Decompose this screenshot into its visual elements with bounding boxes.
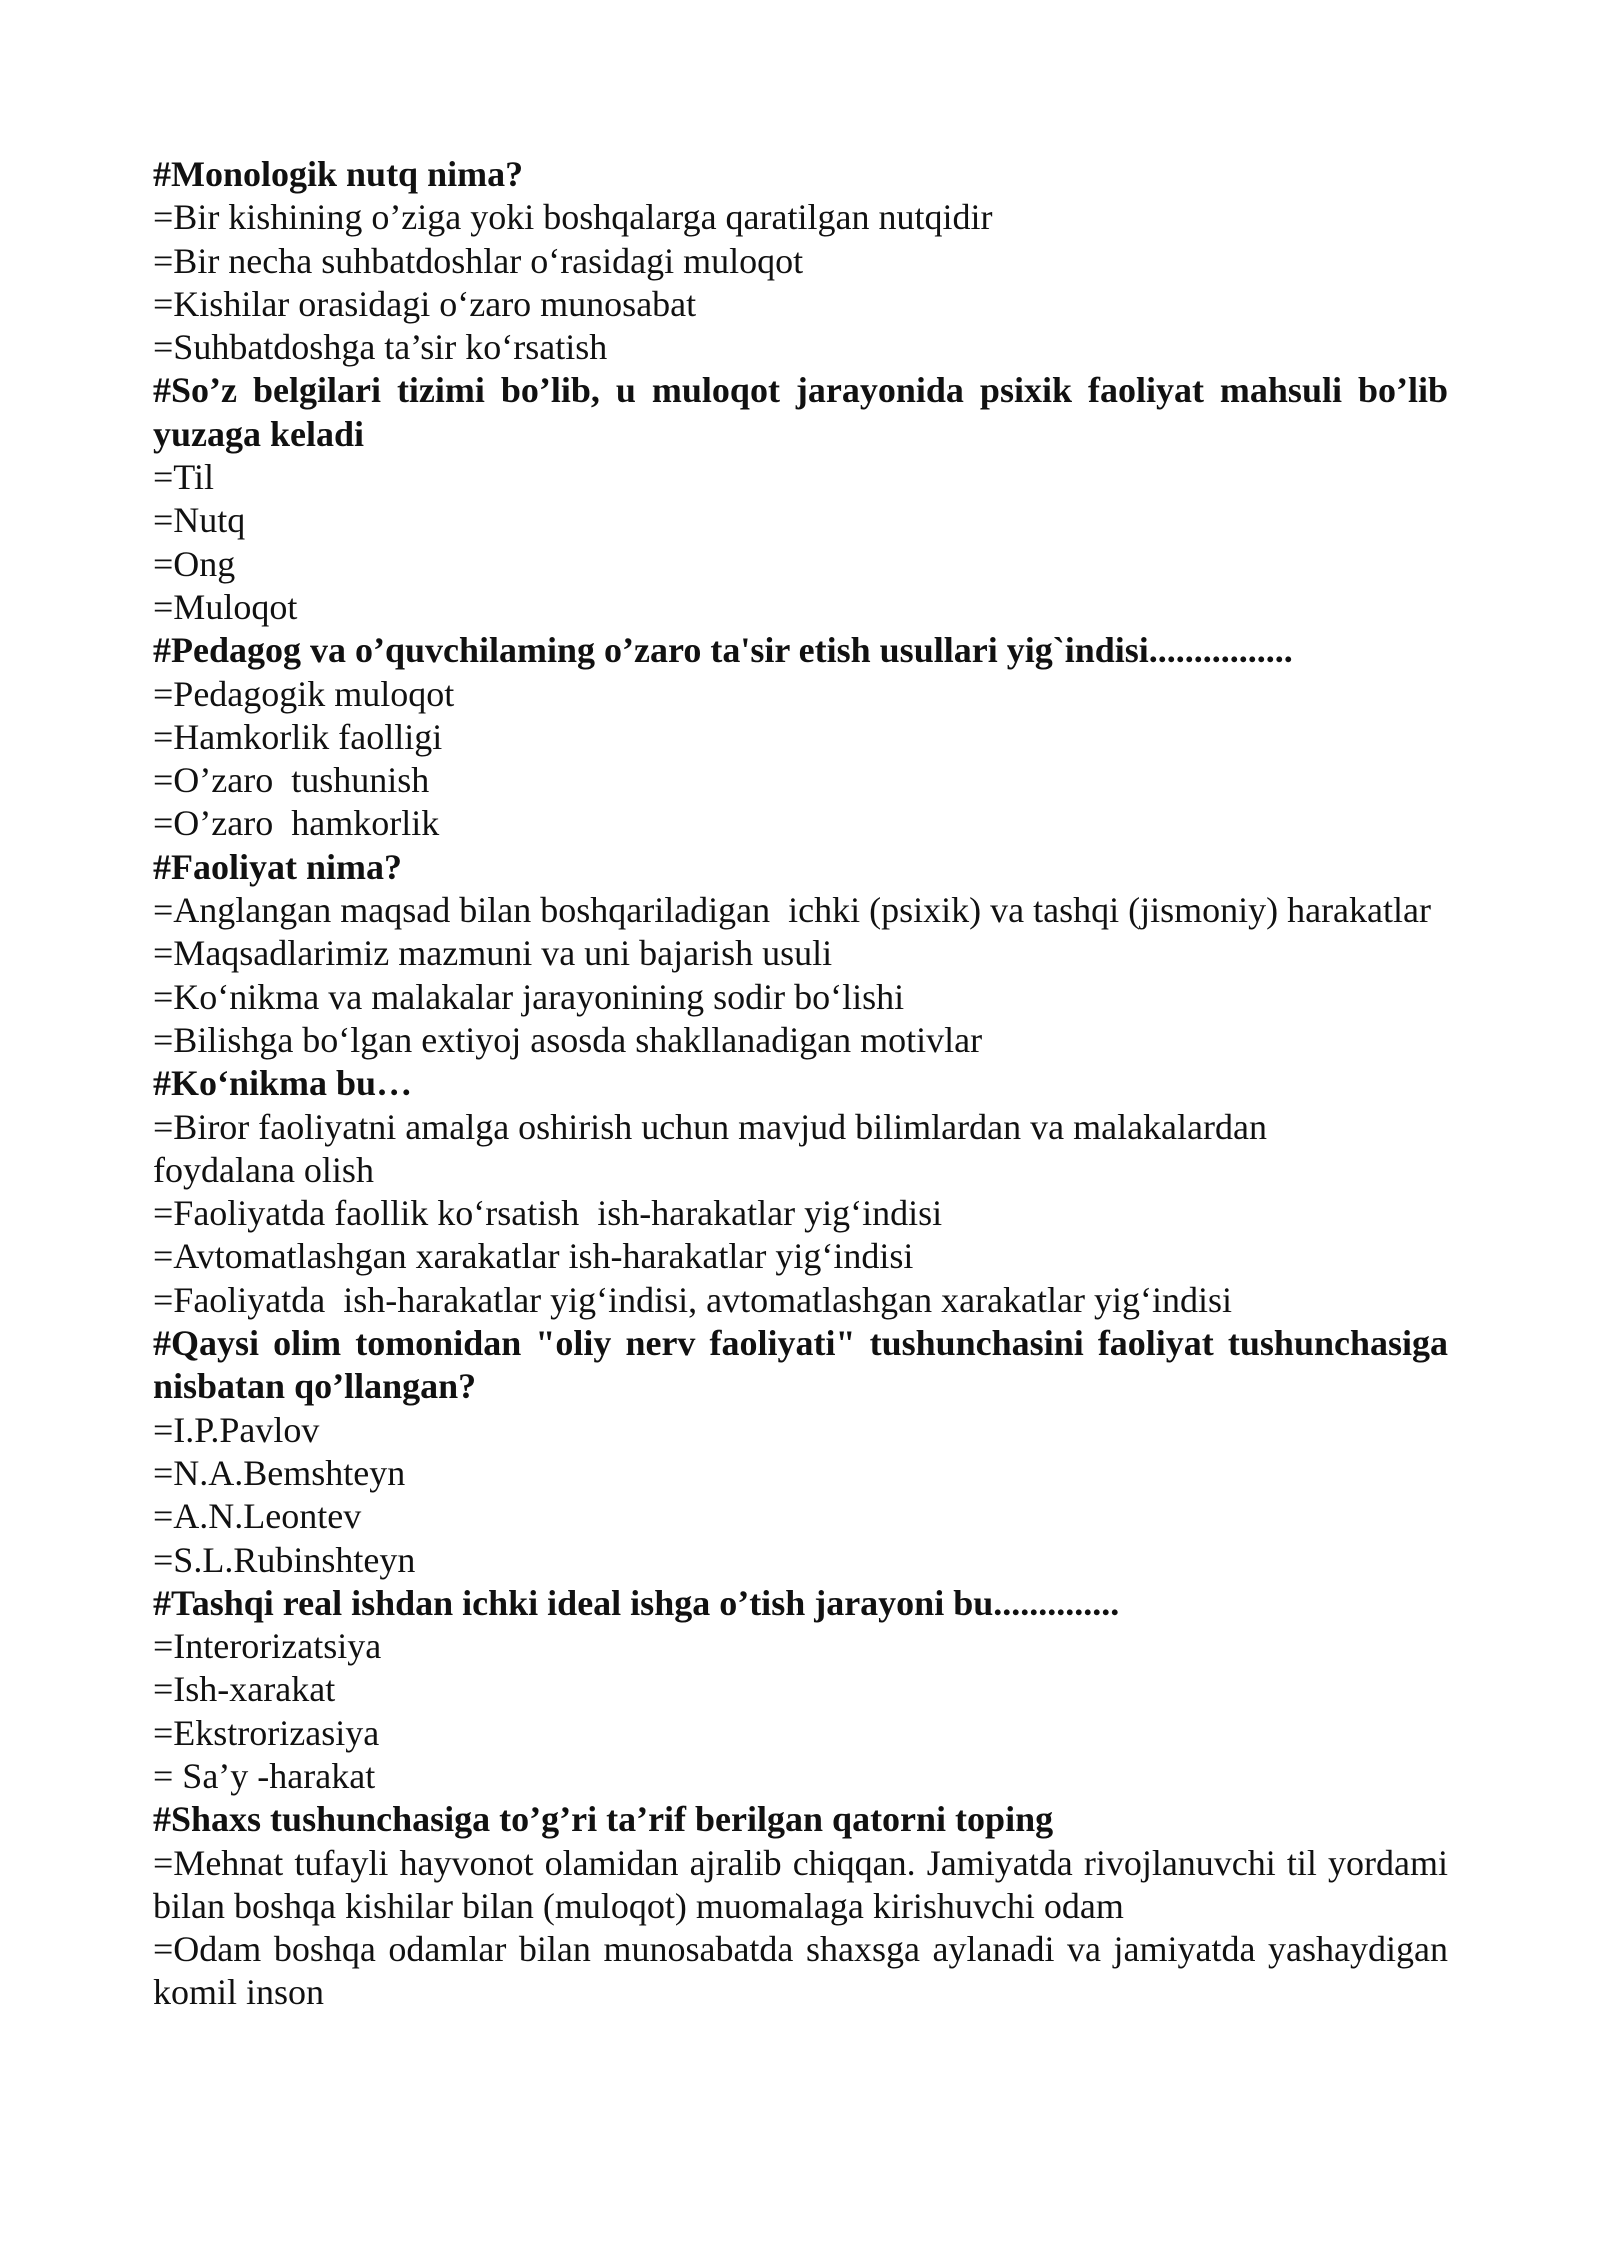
answer-option: =I.P.Pavlov [153,1409,320,1450]
question-block-8 [153,1798,1457,2014]
answer-option: =N.A.Bemshteyn [153,1452,406,1493]
answer-option: =O’zaro hamkorlik [153,803,440,844]
answer-option: =Mehnat tufayli hayvonot olamidan ajralib chiqqan. Jamiyatda rivojlanuvchi til yordami bilan boshqa kishilar bilan (muloqot) muomalaga kirishuvchi odam [153,1842,1457,1926]
answer-option: =Faoliyatda ish-harakatlar yig‘indisi, avtomatlashgan xarakatlar yig‘indisi [153,1279,1232,1320]
question-block-6 [153,1322,1448,1582]
answer-option: =Bir necha suhbatdoshlar o‘rasidagi muloqot [153,240,804,281]
answer-option: =Bir kishining o’ziga yoki boshqalarga qaratilgan nutqidir [153,197,993,238]
answer-option: =Pedagogik muloqot [153,673,455,714]
answer-option: =Ong [153,543,236,584]
answer-option: =Kishilar orasidagi o‘zaro munosabat [153,283,697,324]
answer-option: =Interorizatsiya [153,1626,382,1667]
question-text: #Shaxs tushunchasiga to’g’ri ta’rif berilgan qatorni toping [153,1799,1054,1840]
answer-option: =Biror faoliyatni amalga oshirish uchun mavjud bilimlardan va malakalardan foydalana olish [153,1106,1267,1190]
answer-option: =Avtomatlashgan xarakatlar ish-harakatlar yig‘indisi [153,1236,914,1277]
answer-option: =Hamkorlik faolligi [153,716,443,757]
answer-option: =O’zaro tushunish [153,760,430,801]
question-text: #Faoliyat nima? [153,846,402,887]
answer-option: =A.N.Leontev [153,1496,362,1537]
document-page [153,153,1457,2015]
question-block-7 [153,1582,1448,1798]
answer-option: =Suhbatdoshga ta’sir ko‘rsatish [153,327,608,368]
question-block-1 [153,153,1448,369]
question-block-2 [153,369,1448,629]
answer-option: =Nutq [153,500,246,541]
answer-option: =Muloqot [153,586,298,627]
answer-option: = Sa’y -harakat [153,1755,376,1796]
answer-option: =Ko‘nikma va malakalar jarayonining sodir bo‘lishi [153,976,905,1017]
answer-option: =Odam boshqa odamlar bilan munosabatda shaxsga aylanadi va jamiyatda yashaydigan komil inson [153,1929,1457,2013]
answer-option: =Ekstrorizasiya [153,1712,380,1753]
question-text: #Pedagog va o’quvchilaming o’zaro ta'sir etish usullari yig`indisi................ [153,630,1293,671]
answer-option: =Ish-xarakat [153,1669,336,1710]
question-text: #Qaysi olim tomonidan "oliy nerv faoliyati" tushunchasini faoliyat tushunchasiga nisbatan qo’llangan? [153,1323,1448,1407]
question-block-5 [153,1062,1448,1322]
answer-option: =Anglangan maqsad bilan boshqariladigan ichki (psixik) va tashqi (jismoniy) harakatlar [153,890,1431,931]
answer-option: =Bilishga bo‘lgan extiyoj asosda shakllanadigan motivlar [153,1019,983,1060]
answer-option: =Til [153,457,215,498]
answer-option: =Maqsadlarimiz mazmuni va uni bajarish usuli [153,933,833,974]
question-text: #So’z belgilari tizimi bo’lib, u muloqot jarayonida psixik faoliyat mahsuli bo’lib yuzaga keladi [153,370,1448,454]
answer-option: =Faoliyatda faollik ko‘rsatish ish-harakatlar yig‘indisi [153,1193,943,1234]
question-block-3 [153,629,1448,845]
question-text: #Ko‘nikma bu… [153,1063,413,1104]
question-block-4 [153,846,1448,1062]
question-text: #Monologik nutq nima? [153,154,524,194]
answer-option: =S.L.Rubinshteyn [153,1539,416,1580]
question-text: #Tashqi real ishdan ichki ideal ishga o’tish jarayoni bu.............. [153,1582,1120,1623]
